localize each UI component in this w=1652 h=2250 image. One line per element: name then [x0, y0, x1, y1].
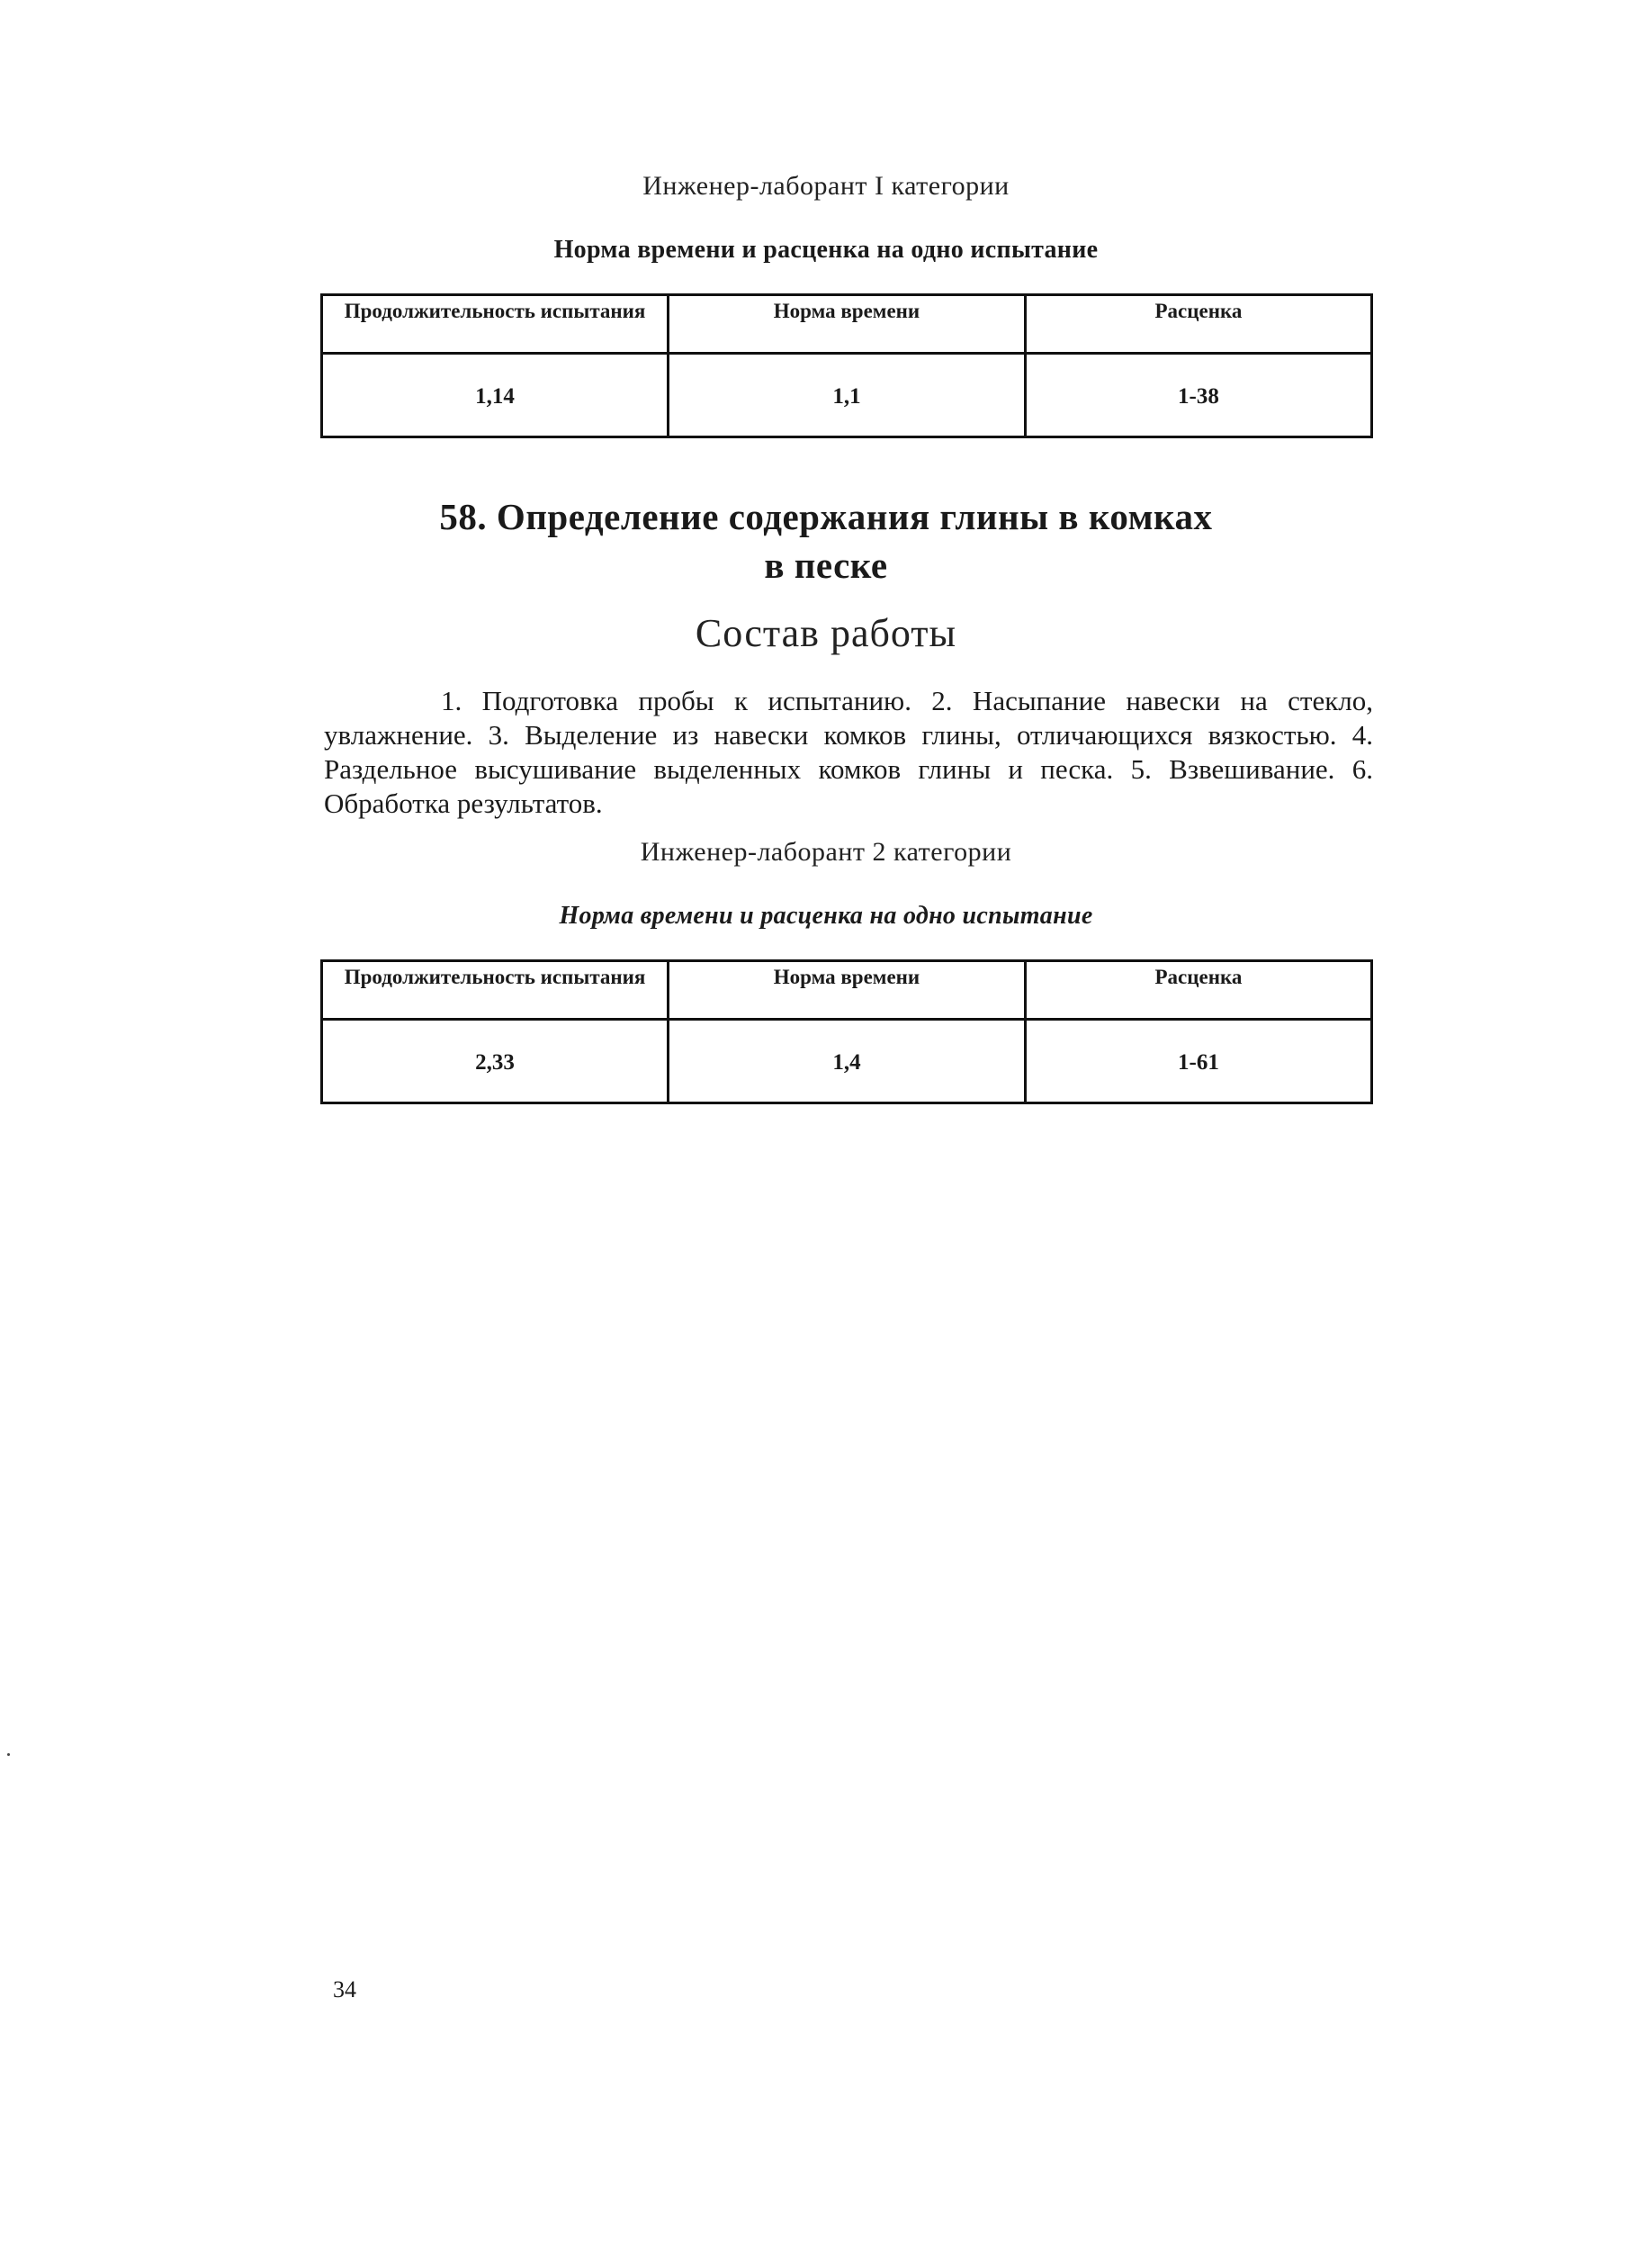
table-cell: 1-38 — [1025, 354, 1371, 437]
table-header-row — [322, 961, 1372, 1020]
table-cell: 1,1 — [669, 354, 1026, 437]
table-cell: 1,14 — [322, 354, 669, 437]
norm-title-top: Норма времени и расценка на одно испытание — [553, 236, 1099, 264]
table-header-row — [322, 295, 1372, 354]
work-steps-paragraph: 1. Подготовка пробы к испытанию. 2. Насыпание навески на стекло, увлажнение. 3. Выделение из навески комков глины, отличающихся вязкостью. 4. Раздельное высушивание выделенных комков глины и песка. 5. Взвешивание. 6. Обработка результатов. — [324, 685, 1373, 819]
table-header-cell: Расценка — [1025, 295, 1371, 354]
role-caption-top: Инженер-лаборант I категории — [642, 171, 1010, 201]
table-cell: 2,33 — [322, 1020, 669, 1103]
table-header-cell: Расценка — [1025, 961, 1371, 1020]
table-header-cell: Норма времени — [669, 295, 1026, 354]
section-heading-line2: в песке — [764, 544, 888, 586]
role-caption-bottom: Инженер-лаборант 2 категории — [640, 837, 1012, 867]
table-header-cell: Продолжительность испытания — [322, 961, 669, 1020]
scan-speck — [7, 1753, 10, 1756]
table-cell: 1-61 — [1025, 1020, 1371, 1103]
subheading-work-composition: Состав работы — [695, 611, 957, 655]
norm-table-top — [320, 293, 1373, 438]
table-header-cell: Продолжительность испытания — [322, 295, 669, 354]
page-number: 34 — [333, 1976, 356, 2002]
section-heading-line1: 58. Определение содержания глины в комках — [439, 496, 1213, 537]
norm-table-bottom — [320, 959, 1373, 1104]
table-row — [322, 1020, 1372, 1103]
table-row — [322, 354, 1372, 437]
norm-title-bottom: Норма времени и расценка на одно испытание — [559, 902, 1093, 930]
table-cell: 1,4 — [669, 1020, 1026, 1103]
table-header-cell: Норма времени — [669, 961, 1026, 1020]
